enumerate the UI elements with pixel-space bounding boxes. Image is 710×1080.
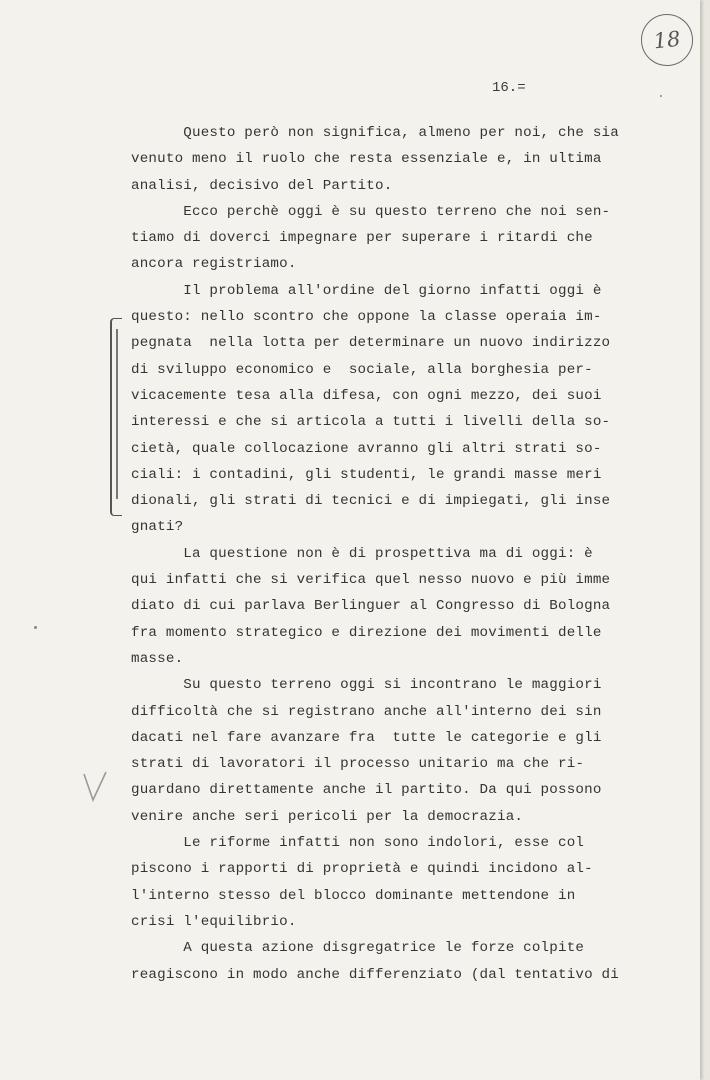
text-line: dionali, gli strati di tecnici e di impiegati, gli inse	[131, 493, 611, 510]
text-line: strati di lavoratori il processo unitario ma che ri-	[131, 756, 585, 773]
text-line: Su questo terreno oggi si incontrano le maggiori	[131, 677, 602, 694]
text-line: tiamo di doverci impegnare per superare i ritardi che	[131, 230, 593, 247]
paper-speck	[34, 626, 37, 629]
text-line: gnati?	[131, 519, 184, 536]
text-line: di sviluppo economico e sociale, alla borghesia per-	[131, 361, 593, 378]
body-text	[131, 120, 619, 988]
text-line: crisi l'equilibrio.	[131, 913, 297, 930]
text-line: Ecco perchè oggi è su questo terreno che noi sen-	[131, 203, 611, 220]
text-line: Il problema all'ordine del giorno infatti oggi è	[131, 282, 602, 299]
text-line: guardano direttamente anche il partito. Da qui possono	[131, 782, 602, 799]
text-line: ciali: i contadini, gli studenti, le grandi masse meri	[131, 466, 602, 483]
text-line: questo: nello scontro che oppone la classe operaia im-	[131, 309, 602, 326]
text-line: reagiscono in modo anche differenziato (dal tentativo di	[131, 966, 619, 983]
text-line: venire anche seri pericoli per la democrazia.	[131, 808, 524, 825]
archive-stamp-number: 18	[652, 26, 682, 54]
text-line: Questo però non significa, almeno per noi, che sia	[131, 125, 619, 141]
text-line: dacati nel fare avanzare fra tutte le categorie e gli	[131, 729, 602, 746]
text-line: A questa azione disgregatrice le forze colpite	[131, 940, 585, 957]
text-line: ancora registriamo.	[131, 256, 297, 273]
text-line: masse.	[131, 650, 184, 667]
page-number: 16.=	[492, 80, 526, 96]
check-mark-icon	[82, 770, 108, 804]
text-line: l'interno stesso del blocco dominante mettendone in	[131, 887, 576, 904]
text-line: venuto meno il ruolo che resta essenziale e, in ultima	[131, 151, 602, 168]
text-line: piscono i rapporti di proprietà e quindi incidono al-	[131, 861, 593, 878]
text-line: fra momento strategico e direzione dei movimenti delle	[131, 624, 602, 641]
margin-bracket-mark	[110, 318, 122, 516]
archive-stamp	[638, 11, 695, 68]
text-line: diato di cui parlava Berlinguer al Congresso di Bologna	[131, 598, 611, 615]
text-line: qui infatti che si verifica quel nesso nuovo e più imme	[131, 572, 611, 589]
text-line: cietà, quale collocazione avranno gli altri strati so-	[131, 440, 602, 457]
text-line: vicacemente tesa alla difesa, con ogni mezzo, dei suoi	[131, 387, 602, 404]
paper-speck	[660, 95, 662, 97]
text-line: pegnata nella lotta per determinare un nuovo indirizzo	[131, 335, 611, 352]
text-line: analisi, decisivo del Partito.	[131, 177, 393, 194]
text-line: La questione non è di prospettiva ma di oggi: è	[131, 545, 593, 562]
text-line: interessi e che si articola a tutti i livelli della so-	[131, 414, 611, 431]
text-line: Le riforme infatti non sono indolori, esse col	[131, 835, 585, 852]
text-line: difficoltà che si registrano anche all'interno dei sin	[131, 703, 602, 720]
